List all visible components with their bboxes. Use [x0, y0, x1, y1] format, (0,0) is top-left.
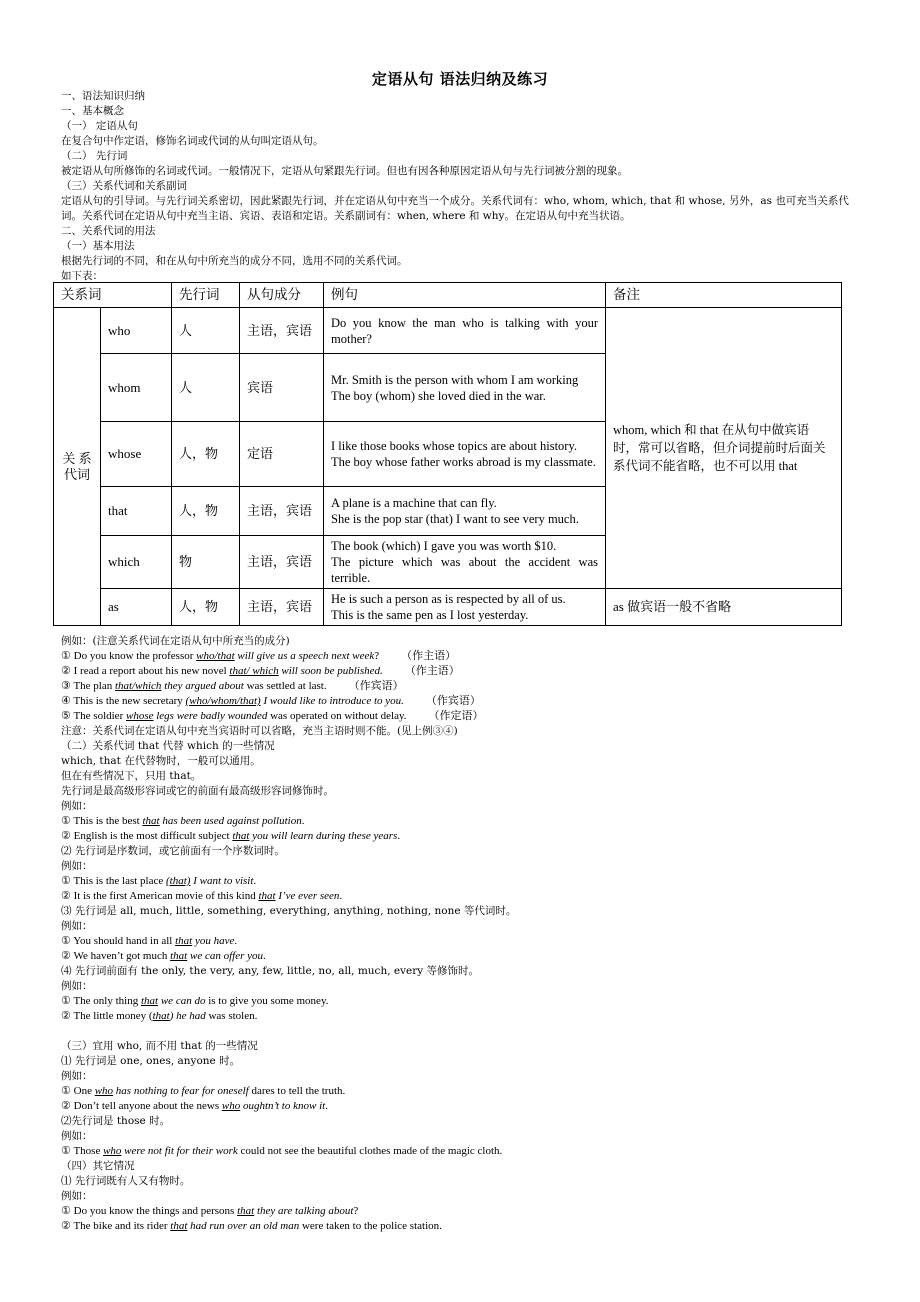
example-text: could not see the beautiful clothes made of the magic cloth. [237, 1145, 503, 1157]
cell-role: 主语，宾语 [240, 487, 324, 536]
example-text: The only thing [73, 995, 141, 1007]
example-text: we can offer you [187, 950, 263, 962]
intro-section [61, 89, 861, 284]
group-label-cell [54, 308, 101, 626]
role-note: （作定语） [428, 710, 484, 722]
cell-role: 主语，宾语 [240, 589, 324, 626]
example-text: I read a report about his new novel [73, 665, 230, 677]
example-label: 例如： [61, 1190, 93, 1202]
example-number: ② [61, 1010, 71, 1022]
cell-antecedent: 人，物 [172, 487, 240, 536]
cell-word: which [101, 536, 172, 589]
relative-word: that [152, 1010, 170, 1022]
intro-line: （三）关系代词和关系副词 [61, 180, 187, 192]
example-text: . [397, 830, 401, 842]
subsection-heading: ⑵ 先行词是序数词，或它前面有一个序数词时。 [61, 845, 285, 857]
example-text: I want to visit [190, 875, 254, 887]
example-text: dares to tell the truth. [248, 1085, 346, 1097]
subsection-heading: ⑵先行词是 those 时。 [61, 1115, 171, 1127]
intro-line: 在复合句中作定语，修饰名词或代词的从句叫定语从句。 [61, 135, 324, 147]
example-text: legs were badly wounded [153, 710, 268, 722]
table-header-row [54, 283, 842, 308]
example-label: 例如： [61, 980, 93, 992]
example-number: ① [61, 1145, 71, 1157]
intro-line: 根据先行词的不同，和在从句中所充当的成分不同，选用不同的关系代词。 [61, 255, 408, 267]
example-text: This is the best [73, 815, 143, 827]
example-line [61, 994, 861, 1009]
cell-word: who [101, 308, 172, 354]
relative-word: who/that [196, 650, 235, 662]
example-number: ⑤ [61, 710, 71, 722]
text-line: 先行词是最高级形容词或它的前面有最高级形容词修饰时。 [61, 785, 334, 797]
example-number: ② [61, 830, 71, 842]
example-text: It is the first American movie of this kind [73, 890, 259, 902]
cell-antecedent: 物 [172, 536, 240, 589]
example-text: . [253, 875, 257, 887]
header-relative-word: 关系词 [54, 283, 172, 308]
role-note: （作宾语） [425, 695, 481, 707]
relative-word: that/ which [229, 665, 279, 677]
example-line [61, 949, 861, 964]
cell-word: whose [101, 422, 172, 487]
example-line [61, 1219, 861, 1234]
note-line: 注意：关系代词在定语从句中充当宾语时可以省略，充当主语时则不能。(见上例③④) [61, 725, 458, 737]
example-text: ? [374, 650, 380, 662]
example-text: you will learn during these years [249, 830, 398, 842]
example-number: ① [61, 815, 71, 827]
example-label: 例如： [61, 920, 93, 932]
example-text: Don’t tell anyone about the news [73, 1100, 222, 1112]
example-number: ④ [61, 695, 71, 707]
cell-role: 主语，宾语 [240, 536, 324, 589]
intro-line: 一、语法知识归纳 [61, 90, 145, 102]
relative-pronoun-table [53, 282, 842, 626]
example-number: ② [61, 950, 71, 962]
intro-line: （一）基本用法 [61, 240, 135, 252]
example-line [61, 664, 861, 679]
subsection-heading: ⑴ 先行词既有人又有物时。 [61, 1175, 191, 1187]
cell-examples [324, 589, 606, 626]
example-label: 例如： [61, 860, 93, 872]
examples-section [61, 634, 861, 1234]
example-text: Those [73, 1145, 104, 1157]
cell-examples [324, 308, 606, 354]
cell-word: that [101, 487, 172, 536]
header-clause-role: 从句成分 [240, 283, 324, 308]
cell-examples [324, 487, 606, 536]
intro-line: 被定语从句所修饰的名词或代词。一般情况下，定语从句紧跟先行词。但也有因各种原因定语从句与先行词被分割的现象。 [61, 165, 628, 177]
example-line [61, 1144, 861, 1159]
cell-examples [324, 422, 606, 487]
example-line [61, 1204, 861, 1219]
example-line [61, 1099, 861, 1114]
example-number: ② [61, 665, 71, 677]
cell-remark-as: as 做宾语一般不省略 [606, 589, 842, 626]
example-sentence: The boy whose father works abroad is my classmate. [331, 455, 596, 469]
subsection-heading: ⑷ 先行词前面有 the only, the very, any, few, little, no, all, much, every 等修饰时。 [61, 965, 480, 977]
example-line [61, 709, 861, 724]
example-sentence: Do you know the man who is talking with your mother? [331, 315, 598, 346]
role-note: （作主语） [404, 665, 460, 677]
example-text: were taken to the police station. [299, 1220, 442, 1232]
relative-word: (that) [166, 875, 191, 887]
spacer [61, 1024, 861, 1039]
example-line [61, 889, 861, 904]
example-text: we can do [158, 995, 206, 1007]
section-heading: （四）其它情况 [61, 1160, 135, 1172]
cell-word: whom [101, 354, 172, 422]
example-line [61, 874, 861, 889]
example-text: was settled at last. [243, 680, 327, 692]
example-text: . [339, 890, 343, 902]
example-text: had run over an old man [187, 1220, 300, 1232]
example-text: oughtn’t to know it [240, 1100, 326, 1112]
table-row [54, 308, 842, 354]
example-text: they are talking about [254, 1205, 354, 1217]
example-text: . [325, 1100, 328, 1112]
relative-word: that [232, 830, 250, 842]
example-text: The bike and its rider [73, 1220, 171, 1232]
example-text: Do you know the things and persons [73, 1205, 238, 1217]
intro-line: （二） 先行词 [61, 150, 128, 162]
example-number: ① [61, 875, 71, 887]
cell-role: 主语，宾语 [240, 308, 324, 354]
example-text: This is the new secretary [73, 695, 186, 707]
cell-role: 宾语 [240, 354, 324, 422]
example-text: The little money ( [73, 1010, 153, 1022]
example-text: You should hand in all [73, 935, 176, 947]
example-sentence: The picture which was about the accident was terrible. [331, 555, 598, 585]
relative-word: (who/whom/that) [185, 695, 261, 707]
relative-word: that [175, 935, 193, 947]
example-text: We haven’t got much [73, 950, 171, 962]
cell-antecedent: 人，物 [172, 589, 240, 626]
example-text: they argued about [161, 680, 244, 692]
cell-antecedent: 人 [172, 354, 240, 422]
example-text: were not fit for their work [121, 1145, 238, 1157]
example-sentence: This is the same pen as I lost yesterday. [331, 608, 529, 622]
section-heading: （二）关系代词 that 代替 which 的一些情况 [61, 740, 275, 752]
example-number: ③ [61, 680, 71, 692]
example-text: will soon be published. [278, 665, 383, 677]
example-number: ① [61, 1205, 71, 1217]
example-text: you have [192, 935, 235, 947]
relative-word: that [140, 995, 159, 1007]
example-text: The soldier [73, 710, 126, 722]
cell-role: 定语 [240, 422, 324, 487]
table-row [54, 589, 842, 626]
example-text: The plan [73, 680, 115, 692]
example-number: ① [61, 935, 71, 947]
example-text: is to give you some money. [205, 995, 329, 1007]
example-text: ) he had [169, 1010, 206, 1022]
example-line [61, 694, 861, 709]
example-text: English is the most difficult subject [73, 830, 233, 842]
example-text: This is the last place [73, 875, 166, 887]
cell-antecedent: 人 [172, 308, 240, 354]
example-sentence: The boy (whom) she loved died in the war. [331, 388, 546, 403]
relative-word: who [221, 1100, 241, 1112]
example-sentence: She is the pop star (that) I want to see very much. [331, 512, 579, 526]
intro-line: 二、关系代词的用法 [61, 225, 156, 237]
example-sentence: I like those books whose topics are about history. [331, 439, 578, 453]
subsection-heading: ⑶ 先行词是 all, much, little, something, everything, anything, nothing, none 等代词时。 [61, 905, 517, 917]
example-number: ② [61, 1220, 71, 1232]
example-line [61, 1084, 861, 1099]
example-number: ② [61, 1100, 71, 1112]
header-antecedent: 先行词 [172, 283, 240, 308]
role-note: （作宾语） [348, 680, 404, 692]
example-sentence: Mr. Smith is the person with whom I am working [331, 372, 579, 387]
example-label: 例如： [61, 800, 93, 812]
cell-word: as [101, 589, 172, 626]
example-line [61, 649, 861, 664]
relative-word: that [170, 1220, 188, 1232]
example-label: 例如： [61, 1130, 93, 1142]
example-text: was stolen. [205, 1010, 258, 1022]
role-note: （作主语） [401, 650, 457, 662]
text-line: 但在有些情况下，只用 that。 [61, 770, 202, 782]
example-text: I would like to introduce to you. [260, 695, 404, 707]
example-text: was operated on without delay. [267, 710, 407, 722]
header-remark: 备注 [606, 283, 842, 308]
relative-word: that [142, 815, 160, 827]
cell-examples [324, 536, 606, 589]
relative-word: that [170, 950, 188, 962]
example-sentence: The book (which) I gave you was worth $10. [331, 539, 557, 553]
example-line [61, 679, 861, 694]
relative-word: who [94, 1085, 114, 1097]
example-line [61, 1009, 861, 1024]
example-text: . [301, 815, 305, 827]
section-heading: 例如：(注意关系代词在定语从句中所充当的成分) [61, 635, 290, 647]
example-text: ? [353, 1205, 359, 1217]
relative-word: that [237, 1205, 255, 1217]
intro-line: （一） 定语从句 [61, 120, 138, 132]
cell-antecedent: 人，物 [172, 422, 240, 487]
relative-word: who [103, 1145, 122, 1157]
example-sentence: A plane is a machine that can fly. [331, 496, 497, 510]
example-sentence: He is such a person as is respected by all of us. [331, 592, 566, 606]
header-example: 例句 [324, 283, 606, 308]
example-text: has been used against pollution [159, 815, 302, 827]
intro-line: 一、基本概念 [61, 105, 124, 117]
example-label: 例如： [61, 1070, 93, 1082]
example-number: ① [61, 1085, 71, 1097]
example-text: has nothing to fear for oneself [113, 1085, 249, 1097]
page-title: 定语从句 语法归纳及练习 [371, 70, 549, 88]
group-label: 关 系 代词 [62, 450, 92, 482]
relative-word: that/which [114, 680, 162, 692]
example-text: . [234, 935, 238, 947]
subsection-heading: ⑴ 先行词是 one, ones, anyone 时。 [61, 1055, 241, 1067]
example-text: . [263, 950, 266, 962]
cell-examples [324, 354, 606, 422]
example-text: One [73, 1085, 95, 1097]
example-line [61, 829, 861, 844]
cell-remark: whom, which 和 that 在从句中做宾语时，常可以省略，但介词提前时后面关系代词不能省略，也不可以用 that [606, 308, 842, 589]
example-number: ① [61, 650, 71, 662]
section-heading: （三）宜用 who, 而不用 that 的一些情况 [61, 1040, 258, 1052]
example-text: I’ve ever seen [275, 890, 340, 902]
relative-word: that [258, 890, 276, 902]
text-line: which, that 在代替物时，一般可以通用。 [61, 755, 261, 767]
example-text: will give us a speech next week [234, 650, 375, 662]
example-line [61, 934, 861, 949]
example-line [61, 814, 861, 829]
intro-paragraph: 定语从句的引导词。与先行词关系密切，因此紧跟先行词，并在定语从句中充当一个成分。关系代词有：who, whom, which, that 和 whose, 另外，as 也可充当关系代词。关系代词在定语从句中充当主语、宾语、表语和定语。关系副词有：when, where 和 why。在定语从句中充当状语。 [61, 195, 849, 222]
relative-word: whose [125, 710, 154, 722]
intro-line: 如下表： [61, 270, 103, 282]
example-number: ① [61, 995, 71, 1007]
example-text: Do you know the professor [73, 650, 197, 662]
example-number: ② [61, 890, 71, 902]
